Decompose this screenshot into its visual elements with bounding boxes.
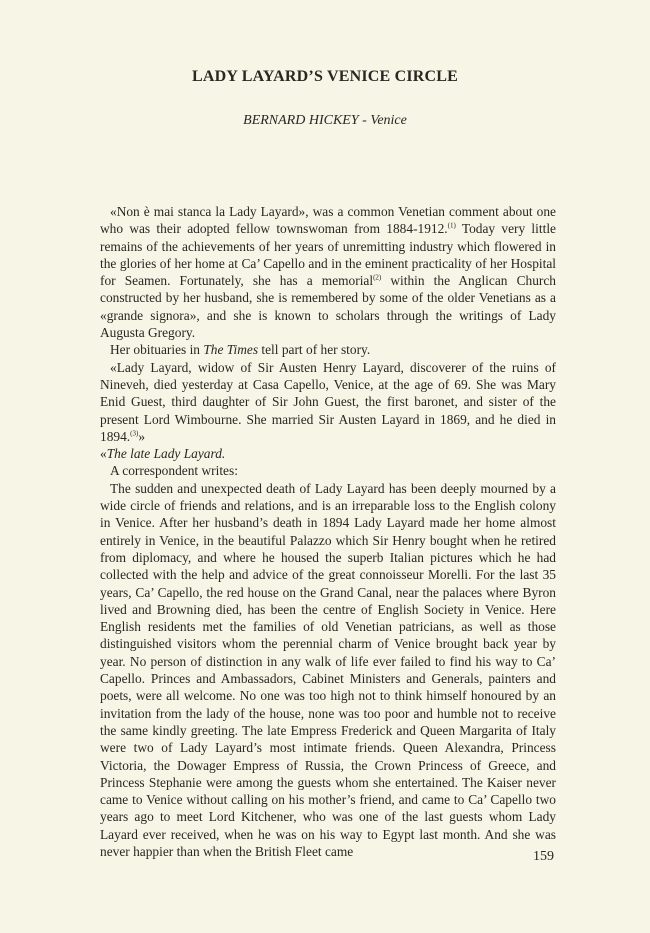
author-place: Venice [370,113,407,128]
paragraph-heading-quote [100,445,556,462]
paragraph-obituaries [100,341,556,358]
text-run: tell part of her story. [258,342,371,358]
text-run: « [100,446,107,462]
paragraph-main: The sudden and unexpected death of Lady Layard has been deeply mourned by a wide circle of friends and relations, and is an irreparable loss to the English colony in Venice. After her husband’s death in 1894 Lady Layard made her home almost entirely in Venice, in the beautiful Palazzo which Sir Henry bought when he retired from diplomacy, and where he housed the superb Italian pictures which he had collected with the help and advice of the great connoisseur Morelli. For the last 35 years, Ca’ Capello, the red house on the Grand Canal, near the palaces where Byron lived and Browning died, has been the centre of English Society in Venice. Here English residents met the families of old Venetian patricians, as well as those distinguished visitors whom the perennial charm of Venice brought back year by year. No person of distinction in any walk of life ever failed to find his way to Ca’ Capello. Princes and Ambassadors, Cabinet Ministers and Generals, painters and poets, were all welcome. No one was too high not to think himself honoured by an invitation from the lady of the house, none was too poor and humble not to receive the same kindly greeting. The late Empress Frederick and Queen Margarita of Italy were two of Lady Layard’s most intimate friends. Queen Alexandra, Princess Victoria, the Dowager Empress of Russia, the Crown Princess of Greece, and Princess Stephanie were among the guests whom she entertained. The Kaiser never came to Venice without calling on his mother’s friend, and came to Ca’ Capello two years ago to meet Lord Kitchener, who was one of the last guests whom Lady Layard ever received, when he was on his way to Egypt last month. And she was never happier than when the British Fleet came [100,480,556,859]
byline [0,113,650,129]
paragraph-quote-obituary [100,359,556,445]
byline-separator: - [358,113,371,128]
text-run: Her obituaries in [110,342,204,358]
article-body [100,203,556,860]
footnote-ref: (1) [447,221,456,230]
author-name: BERNARD HICKEY [243,113,359,128]
text-run: Today very little remains of the achievements of her years of unremitting industry which flowered in the glories of her home at Ca’ Capello and in the eminent practicality of her Hospital for Seamen. Fortunately, she has a memorial [100,221,556,289]
quoted-heading: The late Lady Layard. [106,446,226,462]
newspaper-title: The Times [203,342,259,358]
text-run: «Non è mai stanca la Lady Layard», was a common Venetian comment about one who was their adopted fellow townswoman from 1884-1912. [100,204,556,237]
paragraph-opening [100,203,556,341]
text-run: «Lady Layard, widow of Sir Austen Henry Layard, discoverer of the ruins of Nineveh, died yesterday at Casa Capello, Venice, at the age of 69. She was Mary Enid Guest, third daughter of Sir John Guest, the first baronet, and sister of the present Lord Wimbourne. She married Sir Austen Layard in 1869, and he died in 1894. [100,359,556,444]
text-run: » [138,428,146,444]
text-run: within the Anglican Church constructed by her husband, she is remembered by some of the older Venetians as a «grande signora», and she is known to scholars through the writings of Lady Augusta Gregory. [100,273,556,341]
footnote-ref: (2) [373,273,382,282]
paragraph-correspondent: A correspondent writes: [110,463,238,479]
article-title: LADY LAYARD’S VENICE CIRCLE [191,68,459,85]
footnote-ref: (3) [130,429,139,438]
page-number: 159 [533,849,554,864]
